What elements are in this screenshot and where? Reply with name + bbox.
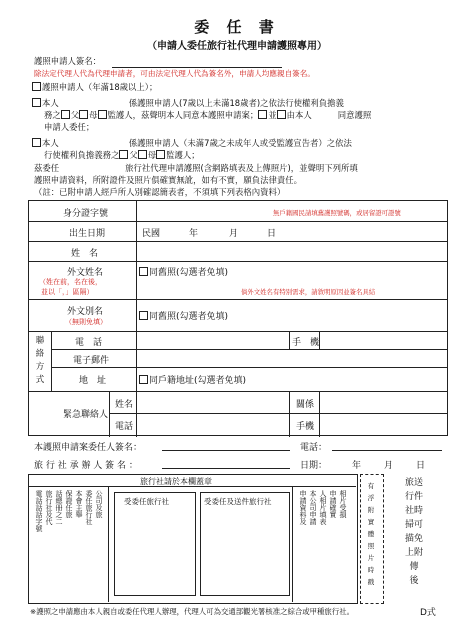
mid-vertical-col2: 本公司申請 bbox=[309, 490, 317, 525]
child-mother-checkbox[interactable] bbox=[138, 150, 147, 159]
principal-phone-line[interactable] bbox=[332, 450, 442, 451]
document-title: 委 任 書 bbox=[194, 18, 280, 36]
option-minor-line2: 務之 父 母 監護人，茲聲明本人同意本護照申請案； 並 由本人 同意護照 bbox=[44, 110, 372, 120]
foreign-name-hint1: （姓在前，名在後， bbox=[39, 278, 102, 286]
minor-father-checkbox[interactable] bbox=[61, 110, 70, 119]
mid-vertical-col1: 申請資料及 bbox=[299, 490, 307, 525]
minor-checkbox[interactable] bbox=[32, 98, 41, 107]
principal-phone-label: 電話： bbox=[300, 443, 328, 453]
dob-label: 出生日期 bbox=[69, 229, 106, 239]
minor-guardian-checkbox[interactable] bbox=[98, 110, 107, 119]
stamp-area-title: 旅行社請於本欄蓋章 bbox=[140, 477, 212, 486]
emergency-name-label: 姓名 bbox=[115, 400, 134, 410]
forwarding-agency-stamp-box[interactable] bbox=[200, 492, 290, 596]
left-vertical-col7: 公司及旅 bbox=[95, 490, 103, 518]
email-label: 電子郵件 bbox=[73, 356, 110, 366]
left-vertical-col5: 本會主舉 bbox=[75, 490, 83, 518]
child-checkbox[interactable] bbox=[32, 138, 41, 147]
alias-label: 外文別名 bbox=[67, 307, 104, 317]
delegated-agency-stamp-box[interactable] bbox=[114, 492, 196, 596]
address-same-checkbox[interactable] bbox=[139, 375, 148, 384]
emergency-phone-label: 電話 bbox=[115, 422, 134, 432]
mid-vertical-col3: 人相片填表 bbox=[319, 490, 327, 525]
applicant-sign-label: 護照申請人簽名： bbox=[34, 56, 101, 66]
left-vertical-col1: 電話話話字號 bbox=[35, 490, 43, 532]
dob-day-label: 日 bbox=[267, 229, 277, 239]
left-vertical-col3: 話總冊之二 bbox=[55, 490, 63, 525]
agent-sign-label: 旅 行 社 承 辦 人 簽 名 ： bbox=[34, 461, 138, 471]
form-code: D式 bbox=[420, 608, 436, 618]
mid-vertical-col4: 申請確實 bbox=[329, 490, 337, 518]
name-field[interactable] bbox=[139, 243, 439, 259]
mobile-label: 手 機 bbox=[292, 338, 320, 348]
principal-sign-label: 本護照申請案委任人簽名： bbox=[34, 443, 143, 453]
date-day: 日 bbox=[416, 461, 426, 471]
dob-year-label: 年 bbox=[189, 229, 199, 239]
table-note: （註：已附申請人經戶所人別確認簡表者，不須填下列表格內資料） bbox=[34, 187, 286, 197]
delegated-agency-label: 受委任旅行社 bbox=[124, 497, 169, 506]
sign-red-note: 除法定代理人代為代理申請者，可由法定代理人代為簽名外，申請人均應親自簽名。 bbox=[34, 69, 315, 78]
option-child-line2: 行使權利負擔義務之 父 母 監護人； bbox=[44, 150, 200, 160]
date-year: 年 bbox=[352, 461, 362, 471]
phone-label: 電 話 bbox=[75, 338, 103, 348]
id-number-note: 無戶籍國民請填舊護照號碼，或居留證可證號 bbox=[273, 209, 401, 217]
date-label: 日期： bbox=[300, 461, 328, 471]
emergency-relation-label: 關係 bbox=[296, 400, 315, 410]
foreign-name-hint2: 並以「，」區隔） bbox=[41, 288, 94, 296]
mid-vertical-col5: 相片受損 bbox=[339, 490, 347, 518]
child-guardian-checkbox[interactable] bbox=[156, 150, 165, 159]
dob-era: 民國 bbox=[142, 229, 161, 239]
left-vertical-col2: 旅行社及代 bbox=[45, 490, 53, 525]
minor-consent-checkbox[interactable] bbox=[258, 110, 267, 119]
id-number-label: 身分證字號 bbox=[63, 209, 109, 219]
principal-sign-line[interactable] bbox=[162, 450, 290, 451]
emergency-contact-label: 緊急聯絡人 bbox=[63, 410, 109, 420]
address-label: 地 址 bbox=[79, 376, 107, 386]
document-subtitle: （申請人委任旅行社代理申請護照專用） bbox=[147, 41, 327, 52]
contact-label: 聯 絡 方 式 bbox=[35, 336, 45, 385]
option-minor-line3: 申請人委任； bbox=[44, 122, 95, 132]
delegate-line2: 護照申請資料，所附證件及照片俱確實無訛，如有不實，願負法律責任。 bbox=[34, 175, 302, 185]
left-vertical-col4: 保證任旅 bbox=[65, 490, 73, 518]
scan-upload-note: 旅送 行件 社時 掃可 描免 上附 傳 後 bbox=[404, 478, 423, 586]
address-same-option: 同戶籍地址(勾選者免填) bbox=[139, 373, 246, 386]
foreign-name-same-option: 同舊照(勾選者免填) bbox=[139, 265, 228, 278]
forwarding-agency-label: 受委任及送件旅行社 bbox=[204, 497, 272, 506]
dob-month-label: 月 bbox=[229, 229, 239, 239]
name-label: 姓 名 bbox=[71, 249, 99, 259]
applicant-data-table bbox=[28, 200, 448, 436]
foreign-name-same-checkbox[interactable] bbox=[139, 267, 148, 276]
delegate-line1: 茲委任 旅行社代理申請護照(含網路填表及上傳照片)，並聲明下列所填 bbox=[34, 163, 358, 173]
alias-same-option: 同舊照(勾選者免填) bbox=[139, 309, 228, 322]
minor-self-checkbox[interactable] bbox=[277, 110, 286, 119]
agent-sign-line[interactable] bbox=[162, 468, 290, 469]
option-child-line1: 本人 係護照申請人（未滿7歲之未成年人或受監護宣告者）之依法 bbox=[32, 138, 352, 149]
emergency-mobile-label: 手機 bbox=[296, 422, 315, 432]
foreign-name-label: 外文姓名 bbox=[67, 268, 104, 278]
foreign-name-note: 倘外文姓名有特別需求，請敘明原因並簽名具結 bbox=[241, 288, 376, 296]
alias-same-checkbox[interactable] bbox=[139, 311, 148, 320]
left-vertical-col6: 委任旅行社 bbox=[85, 490, 93, 525]
child-father-checkbox[interactable] bbox=[119, 150, 128, 159]
footer-note: ※護照之申請應由本人親自或委任代理人辦理，代理人可為交通部觀光署核准之綜合或甲種旅行社。 bbox=[30, 607, 354, 616]
adult-checkbox[interactable] bbox=[32, 82, 41, 91]
option-adult: 護照申請人（年滿18歲以上）； bbox=[32, 82, 157, 93]
minor-mother-checkbox[interactable] bbox=[79, 110, 88, 119]
date-month: 月 bbox=[384, 461, 394, 471]
id-number-field[interactable] bbox=[139, 203, 269, 219]
option-minor-line1: 本人 係護照申請人(7歲以上未滿18歲者)之依法行使權利負擔義 bbox=[32, 98, 344, 109]
alias-hint: （無則免填） bbox=[65, 318, 107, 326]
photo-timestamp-text: 有浮 附 實 體 照 片 時戳 bbox=[367, 482, 375, 586]
